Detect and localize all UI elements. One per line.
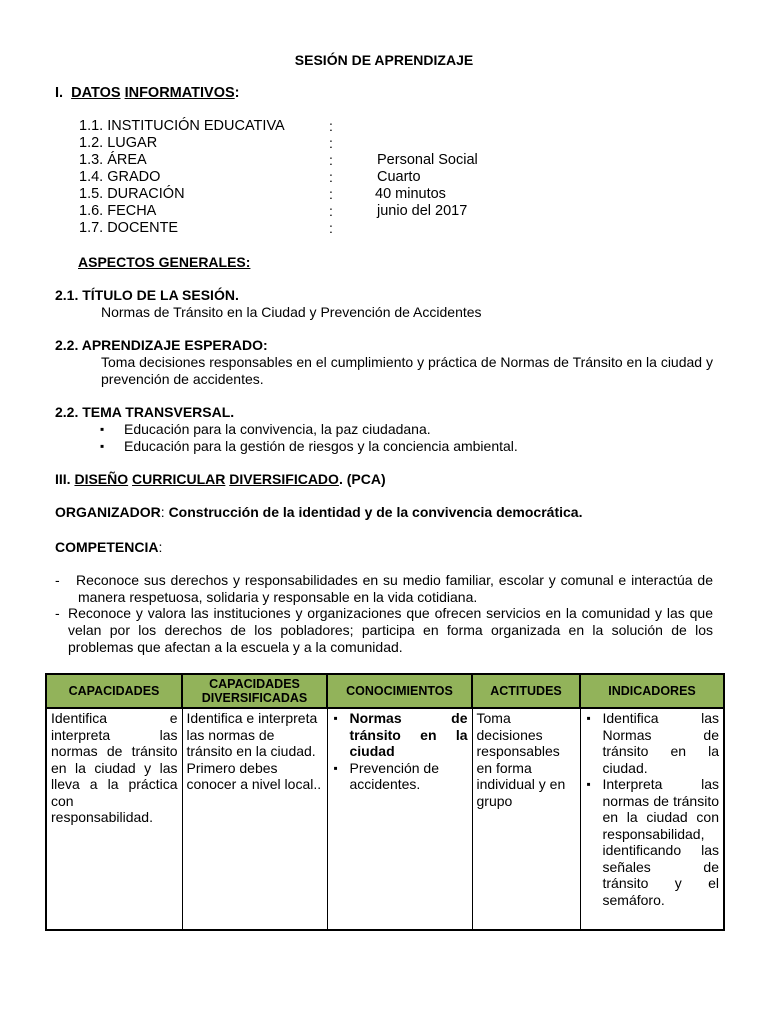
competencia-item-text: Reconoce y valora las instituciones y organizaciones que ofrecen servicios en la comunidad y las que velan por los derechos de los pobladores; participa en forma organizada en la solución de los problemas que afectan a la escuela y a la comunidad. (68, 605, 713, 655)
table-row (46, 708, 724, 930)
indicador-item: ▪ Identifica las Normas de tránsito en la ciudad. (603, 710, 720, 776)
datos-colon: : (329, 135, 333, 151)
header-capacidades: CAPACIDADES (46, 674, 182, 708)
page-title: SESIÓN DE APRENDIZAJE (294, 52, 474, 68)
competencia-colon: : (158, 539, 163, 555)
competencia-item (68, 605, 713, 656)
section-1-numeral: I. (55, 85, 64, 101)
datos-value-area: Personal Social (377, 152, 478, 168)
aspectos-generales-heading: ASPECTOS GENERALES: (78, 254, 251, 270)
cell-indicadores (580, 708, 724, 930)
cell-actitudes: Toma decisiones responsables en forma individual y en grupo (472, 708, 580, 930)
tema-bullet-item: ▪ Educación para la convivencia, la paz ciudadana. (124, 421, 431, 438)
section-3-word-diversificado: DIVERSIFICADO (229, 471, 339, 487)
header-actitudes: ACTITUDES (472, 674, 580, 708)
organizador-text: Construcción de la identidad y de la convivencia democrática. (168, 504, 583, 520)
datos-colon: : (329, 152, 333, 168)
section-1-word-datos: DATOS (71, 85, 121, 101)
competencia-line (55, 539, 162, 556)
tema-bullet-item: ▪ Educación para la gestión de riesgos y la conciencia ambiental. (124, 438, 518, 455)
section-1-colon: : (234, 85, 240, 101)
datos-label-lugar: 1.2. LUGAR (79, 135, 158, 151)
cell-capacidades-diversificadas: Identifica e interpreta las normas de tránsito en la ciudad. Primero debes conocer a nivel local.. (182, 708, 327, 930)
section-3-suffix: . (PCA) (338, 471, 386, 487)
section-3-heading (55, 471, 386, 488)
header-conocimientos: CONOCIMIENTOS (327, 674, 472, 708)
competencia-item: Reconoce sus derechos y responsabilidades en su medio familiar, escolar y comunal e interactúa de manera respetuosa, solidaria y responsable en la vida cotidiana. (76, 572, 713, 605)
competencia-dash: - (55, 572, 60, 588)
conocimiento-item: ▪ Normas de tránsito en la ciudad (350, 710, 468, 760)
organizador-colon: : (160, 504, 169, 520)
cell-capacidades: Identifica e interpreta las normas de tránsito en la ciudad y las lleva a la práctica con responsabilidad. (46, 708, 182, 930)
competencia-dash: - (55, 605, 60, 621)
section-2-2-aprendizaje-heading: 2.2. APRENDIZAJE ESPERADO: (55, 337, 268, 353)
datos-label-fecha: 1.6. FECHA (79, 203, 157, 219)
datos-colon: : (329, 169, 333, 185)
datos-colon: : (329, 220, 333, 236)
datos-colon: : (329, 118, 333, 134)
organizador-label: ORGANIZADOR (55, 504, 161, 520)
section-2-1-text: Normas de Tránsito en la Ciudad y Prevención de Accidentes (101, 304, 482, 320)
section-2-2-aprendizaje-text: Toma decisiones responsables en el cumplimiento y práctica de Normas de Tránsito en la ciudad y prevención de accidentes. (101, 354, 713, 387)
cell-conocimientos (327, 708, 472, 930)
datos-value-grado: Cuarto (377, 169, 421, 185)
header-indicadores: INDICADORES (580, 674, 724, 708)
section-1-heading (55, 85, 240, 102)
curriculum-table (45, 673, 725, 931)
competencia-label: COMPETENCIA (55, 539, 159, 555)
indicador-item: ▪ Interpreta las normas de tránsito en la ciudad con responsabilidad, identificando las señales de tránsito y el semáforo. (603, 776, 720, 908)
section-1-word-informativos: INFORMATIVOS (124, 85, 235, 101)
datos-value-fecha: junio del 2017 (377, 203, 468, 219)
datos-value-duracion: 40 minutos (375, 186, 446, 202)
datos-label-docente: 1.7. DOCENTE (79, 220, 179, 236)
datos-label-area: 1.3. ÁREA (79, 152, 147, 168)
datos-label-grado: 1.4. GRADO (79, 169, 161, 185)
section-3-numeral: III. (55, 471, 71, 487)
header-capacidades-diversificadas: CAPACIDADES DIVERSIFICADAS (182, 674, 327, 708)
section-3-word-diseno: DISEÑO (74, 471, 129, 487)
datos-colon: : (329, 203, 333, 219)
section-2-1-heading: 2.1. TÍTULO DE LA SESIÓN. (55, 287, 239, 303)
organizador-line (55, 504, 582, 521)
datos-label-institucion: 1.1. INSTITUCIÓN EDUCATIVA (79, 118, 285, 134)
datos-colon: : (329, 186, 333, 202)
conocimiento-item: ▪ Prevención de accidentes. (350, 760, 468, 793)
section-3-word-curricular: CURRICULAR (132, 471, 226, 487)
datos-label-duracion: 1.5. DURACIÓN (79, 186, 185, 202)
table-header-row (46, 674, 724, 708)
section-2-2-tema-heading: 2.2. TEMA TRANSVERSAL. (55, 404, 235, 420)
